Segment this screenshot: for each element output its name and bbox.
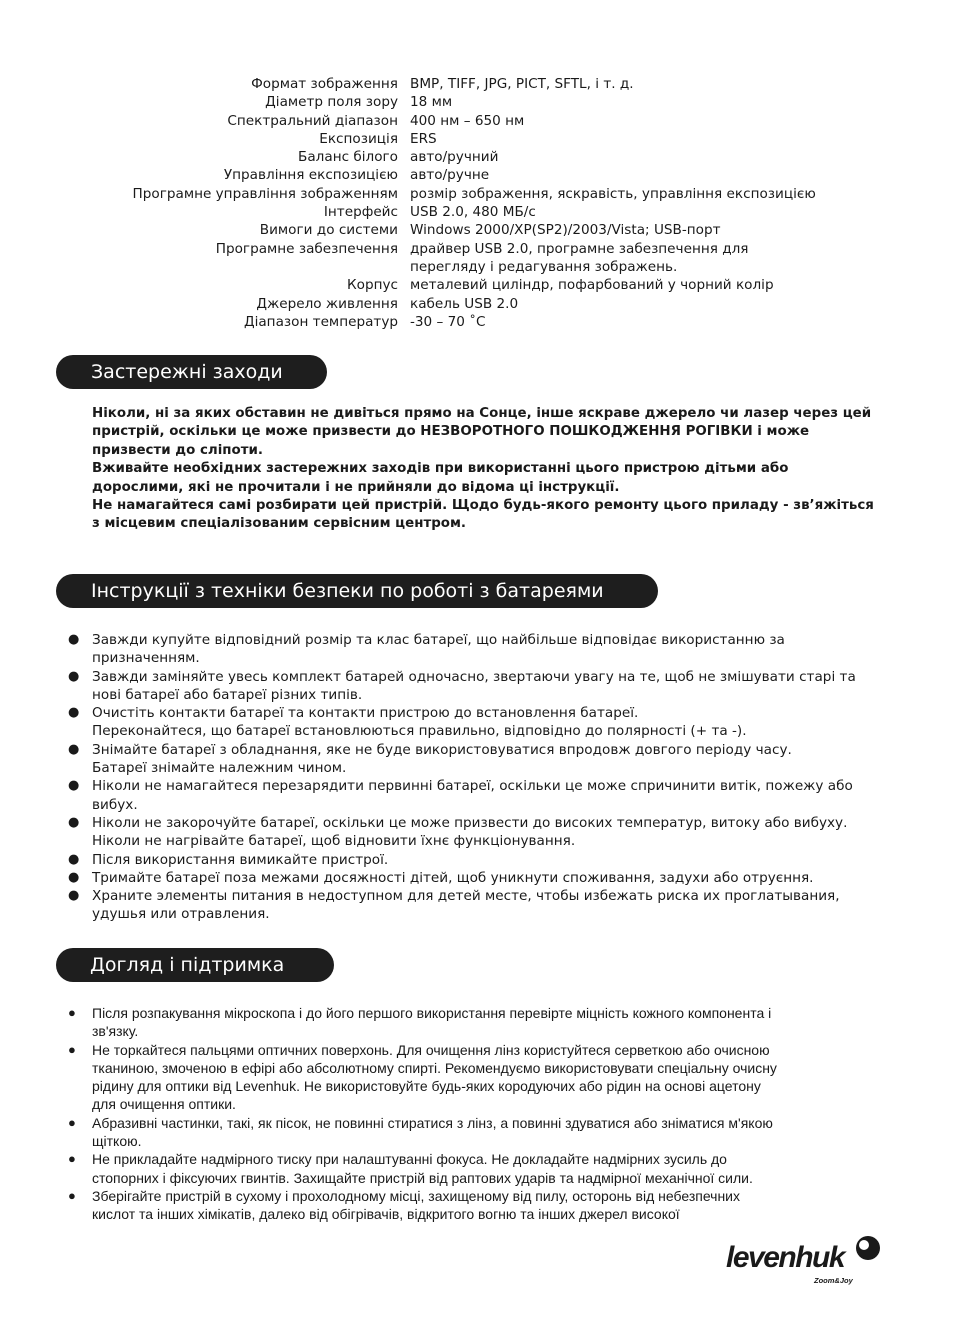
spec-value: BMP, TIFF, JPG, PICT, SFTL, і т. д. bbox=[410, 76, 634, 92]
spec-value: ERS bbox=[410, 130, 437, 147]
spec-row bbox=[0, 276, 954, 294]
list-item-text: Ніколи не намагайтеся перезарядити первинні батареї, оскільки це може спричинити витік, пожежу або вибух. bbox=[92, 778, 853, 813]
list-item bbox=[65, 777, 885, 814]
spec-key: Спектральний діапазон bbox=[227, 112, 398, 129]
list-item bbox=[65, 869, 885, 887]
bullet-icon: ● bbox=[68, 1151, 76, 1167]
list-item-text: Зберігайте пристрій в сухому і прохолодному місці, захищеному від пилу, осторонь від небезпечних кислот та інших хімікатів, далеко від обігрівачів, відкритого вогню та інших джерел високої bbox=[92, 1187, 740, 1223]
bullet-icon: ● bbox=[68, 1005, 76, 1020]
spec-row bbox=[0, 295, 954, 313]
spec-value: USB 2.0, 480 МБ/с bbox=[410, 204, 536, 221]
warning-paragraph: Вживайте необхідних застережних заходів при використанні цього пристрою дітьми або дорослими, які не прочитали і не прийняли до відома ці інструкції. bbox=[92, 461, 789, 495]
list-item bbox=[65, 1150, 885, 1187]
list-item bbox=[65, 631, 885, 668]
spec-row bbox=[0, 185, 954, 203]
spec-key: Програмне управління зображенням bbox=[132, 185, 398, 202]
spec-key: Інтерфейс bbox=[323, 204, 398, 221]
spec-value: авто/ручний bbox=[410, 149, 499, 166]
list-item-text: Абразивні частинки, такі, як пісок, не повинні стиратися з лінз, а повинні здуватися або зніматися м'якою щіткою. bbox=[92, 1114, 773, 1150]
list-item bbox=[65, 851, 885, 869]
list-item bbox=[65, 1187, 885, 1224]
spec-row bbox=[0, 313, 954, 331]
spec-row bbox=[0, 203, 954, 221]
spec-value: -30 – 70 ˚C bbox=[410, 313, 486, 330]
list-item-text: Очистіть контакти батареї та контакти пристрою до встановлення батареї. Переконайтеся, що батареї встановлюються правильно, відповідно до полярності (+ та -). bbox=[92, 705, 747, 740]
spec-value: кабель USB 2.0 bbox=[410, 295, 519, 312]
spec-key: Формат зображення bbox=[251, 76, 398, 92]
spec-value: авто/ручне bbox=[410, 167, 490, 184]
care-list bbox=[65, 1004, 885, 1224]
spec-key: Джерело живлення bbox=[256, 295, 398, 312]
bullet-icon: ● bbox=[68, 869, 80, 885]
spec-row bbox=[0, 221, 954, 239]
bullet-icon: ● bbox=[68, 668, 80, 684]
list-item-text: Після розпакування мікроскопа і до його першого використання перевірте міцність кожного компонента і зв'язку. bbox=[92, 1005, 772, 1040]
list-item-text: Тримайте батареї поза межами досяжності дітей, щоб уникнути споживання, задухи або отруєння. bbox=[92, 869, 814, 886]
spec-row bbox=[0, 112, 954, 130]
spec-value: розмір зображення, яскравість, управління експозицією bbox=[410, 185, 816, 202]
spec-row bbox=[0, 148, 954, 166]
spec-value: металевий циліндр, пофарбований у чорний колір bbox=[410, 277, 774, 294]
bullet-icon: ● bbox=[68, 1041, 76, 1057]
bullet-icon: ● bbox=[68, 1114, 76, 1130]
bullet-icon: ● bbox=[68, 851, 80, 867]
list-item-text: Завжди заміняйте увесь комплект батарей одночасно, звертаючи увагу на те, щоб не змішувати старі та нові батареї або батареї різних типів. bbox=[92, 668, 856, 703]
spec-row bbox=[0, 75, 954, 93]
bullet-icon: ● bbox=[68, 814, 80, 830]
list-item bbox=[65, 887, 885, 924]
spec-row bbox=[0, 130, 954, 148]
spec-value: 18 мм bbox=[410, 94, 453, 111]
care-heading: Догляд і підтримка bbox=[56, 948, 334, 982]
battery-safety-list bbox=[65, 631, 885, 924]
list-item-text: Не торкайтеся пальцями оптичних поверхонь. Для очищення лінз користуйтеся серветкою або очисною тканиною, змоченою в ефірі або абсолютному спирті. Рекомендуємо використовувати спеціальну очисну рідину для оптики від Levenhuk. Не використовуйте будь-яких кородуючих або рідин на основі ацетону для очищення оптики. bbox=[92, 1041, 777, 1113]
spec-key: Управління експозицією bbox=[223, 167, 398, 184]
list-item-text: Після використання вимикайте пристрої. bbox=[92, 851, 389, 868]
precautions-heading: Застережні заходи bbox=[56, 355, 327, 389]
list-item bbox=[65, 1004, 885, 1041]
bullet-icon: ● bbox=[68, 888, 80, 904]
warning-paragraph: Ніколи, ні за яких обставин не дивіться прямо на Сонце, інше яскраве джерело чи лазер через цей пристрій, оскільки це може призвести до НЕЗВОРОТНОГО ПОШКОДЖЕННЯ РОГІВКИ і може призвести до сліпоти. bbox=[92, 406, 872, 458]
bullet-icon: ● bbox=[68, 741, 80, 757]
spec-value: 400 нм – 650 нм bbox=[410, 112, 525, 129]
list-item bbox=[65, 741, 885, 778]
bullet-icon: ● bbox=[68, 778, 80, 794]
logo-tagline: Zoom&Joy bbox=[814, 1276, 853, 1285]
list-item-text: Завжди купуйте відповідний розмір та клас батареї, що найбільше відповідає використанню за призначенням. bbox=[92, 632, 785, 667]
bullet-icon: ● bbox=[68, 1187, 76, 1203]
list-item bbox=[65, 1041, 885, 1114]
list-item-text: Не прикладайте надмірного тиску при налаштуванні фокуса. Не докладайте надмірних зусиль до стопорних і фіксуючих гвинтів. Захищайте пристрій від раптових ударів та надмірної механічної сили. bbox=[92, 1151, 753, 1186]
spec-key: Діаметр поля зору bbox=[265, 94, 398, 111]
spec-key: Баланс білого bbox=[298, 149, 398, 166]
list-item bbox=[65, 668, 885, 705]
list-item-text: Храните элементы питания в недоступном для детей месте, чтобы избежать риска их проглатывания, удушья или отравления. bbox=[92, 888, 840, 923]
warning-paragraph: Не намагайтеся самі розбирати цей пристрій. Щодо будь-якого ремонту цього приладу - зв’яжіться з місцевим спеціалізованим сервісним центром. bbox=[92, 498, 874, 532]
spec-key: Експозиція bbox=[319, 130, 398, 147]
list-item bbox=[65, 704, 885, 741]
battery-safety-heading: Інструкції з техніки безпеки по роботі з батареями bbox=[56, 574, 658, 608]
spec-row bbox=[0, 166, 954, 184]
spec-row bbox=[0, 240, 954, 277]
list-item-text: Ніколи не закорочуйте батареї, оскільки це може призвести до високих температур, витоку або вибуху. Ніколи не нагрівайте батареї, щоб відновити їхнє функціонування. bbox=[92, 814, 848, 850]
spec-key: Програмне забезпечення bbox=[215, 240, 398, 257]
spec-value: драйвер USB 2.0, програмне забезпечення для перегляду і редагування зображень. bbox=[410, 240, 749, 275]
bullet-icon: ● bbox=[68, 632, 80, 647]
spec-key: Вимоги до системи bbox=[259, 222, 398, 239]
list-item bbox=[65, 1114, 885, 1151]
spec-key: Діапазон температур bbox=[243, 313, 398, 330]
list-item bbox=[65, 814, 885, 851]
spec-key: Корпус bbox=[346, 277, 398, 294]
specifications-table bbox=[0, 75, 954, 331]
spec-row bbox=[0, 93, 954, 111]
levenhuk-logo bbox=[726, 1235, 882, 1291]
spec-value: Windows 2000/XP(SP2)/2003/Vista; USB-порт bbox=[410, 222, 721, 239]
list-item-text: Знімайте батареї з обладнання, яке не буде використовуватися впродовж довгого періоду часу. Батареї знімайте належним чином. bbox=[92, 741, 792, 777]
bullet-icon: ● bbox=[68, 705, 80, 721]
logo-wordmark: levenhuk bbox=[726, 1241, 845, 1274]
logo-swirl-icon bbox=[855, 1235, 881, 1261]
precautions-warnings bbox=[92, 405, 882, 534]
